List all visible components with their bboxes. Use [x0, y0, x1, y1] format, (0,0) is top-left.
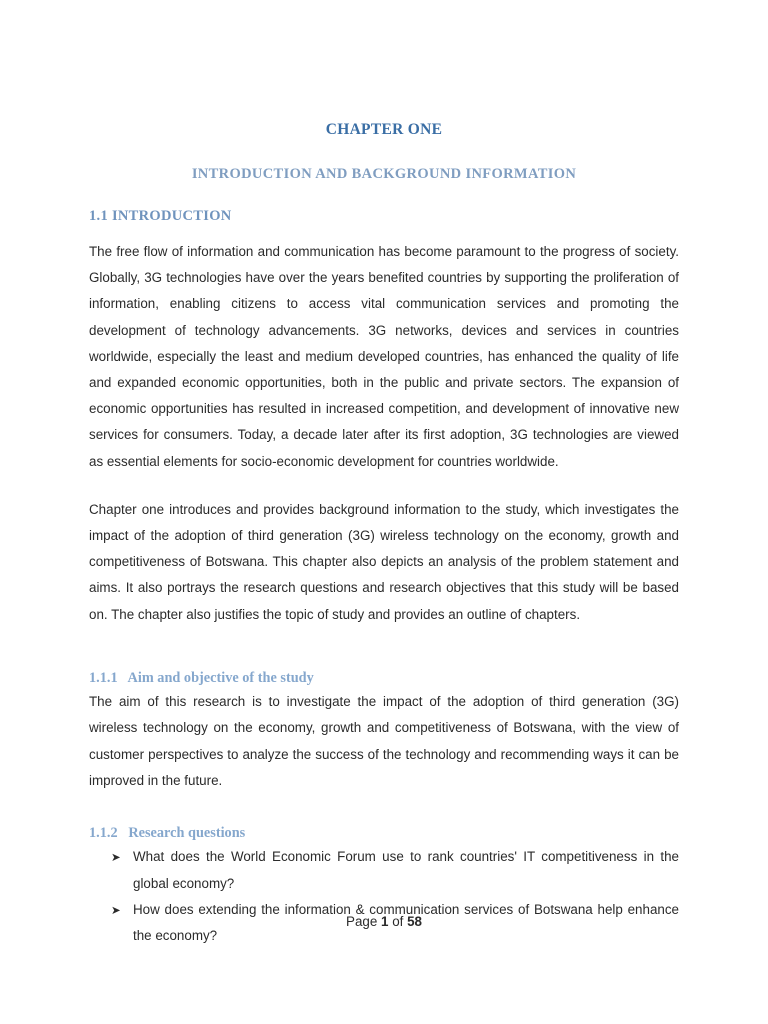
document-content	[89, 0, 679, 949]
research-questions-list	[89, 841, 679, 949]
list-item-label: How does extending the information & communication services of Botswana help enhance the economy?	[133, 901, 679, 944]
subsection-heading-aim: 1.1.1 Aim and objective of the study	[89, 669, 314, 686]
footer-current-page: 1	[381, 914, 389, 929]
section-heading-introduction: 1.1 INTRODUCTION	[89, 207, 232, 224]
list-item	[89, 844, 679, 896]
subsection-heading-research-questions: 1.1.2 Research questions	[89, 825, 246, 842]
arrow-bullet-icon: ➤	[111, 850, 121, 865]
introduction-paragraph-2: Chapter one introduces and provides background information to the study, which investigates the impact of the adoption of third generation (3G) wireless technology on the economy, growth and competitiveness of Botswana. This chapter also depicts an analysis of the problem statement and aims. It also portrays the research questions and research objectives that this study will be based on. The chapter also justifies the topic of study and provides an outline of chapters.	[89, 501, 679, 622]
page-subtitle: INTRODUCTION AND BACKGROUND INFORMATION	[191, 166, 577, 183]
page-footer	[0, 914, 768, 930]
introduction-paragraph-1: The free flow of information and communication has become paramount to the progress of society. Globally, 3G technologies have over the years benefited countries by supporting the proliferation of information, enabling citizens to access vital communication services and promoting the development of technology advancements. 3G networks, devices and services in countries worldwide, especially the least and medium developed countries, has enhanced the quality of life and expanded economic opportunities, both in the public and private sectors. The expansion of economic opportunities has resulted in increased competition, and development of innovative new services for consumers. Today, a decade later after its first adoption, 3G technologies are viewed as essential elements for socio-economic development for countries worldwide.	[89, 243, 679, 469]
footer-total-pages: 58	[407, 914, 422, 929]
arrow-bullet-icon: ➤	[111, 902, 121, 917]
aim-paragraph: The aim of this research is to investigate the impact of the adoption of third generation (3G) wireless technology on the economy, growth and competitiveness of Botswana, with the view of customer perspectives to analyze the success of the technology and recommending ways it can be improved in the future.	[89, 694, 679, 788]
page-title: CHAPTER ONE	[325, 121, 443, 138]
footer-prefix: Page	[346, 914, 382, 929]
footer-middle: of	[388, 914, 408, 929]
list-item-label: What does the World Economic Forum use to rank countries' IT competitiveness in the global economy?	[133, 849, 679, 891]
